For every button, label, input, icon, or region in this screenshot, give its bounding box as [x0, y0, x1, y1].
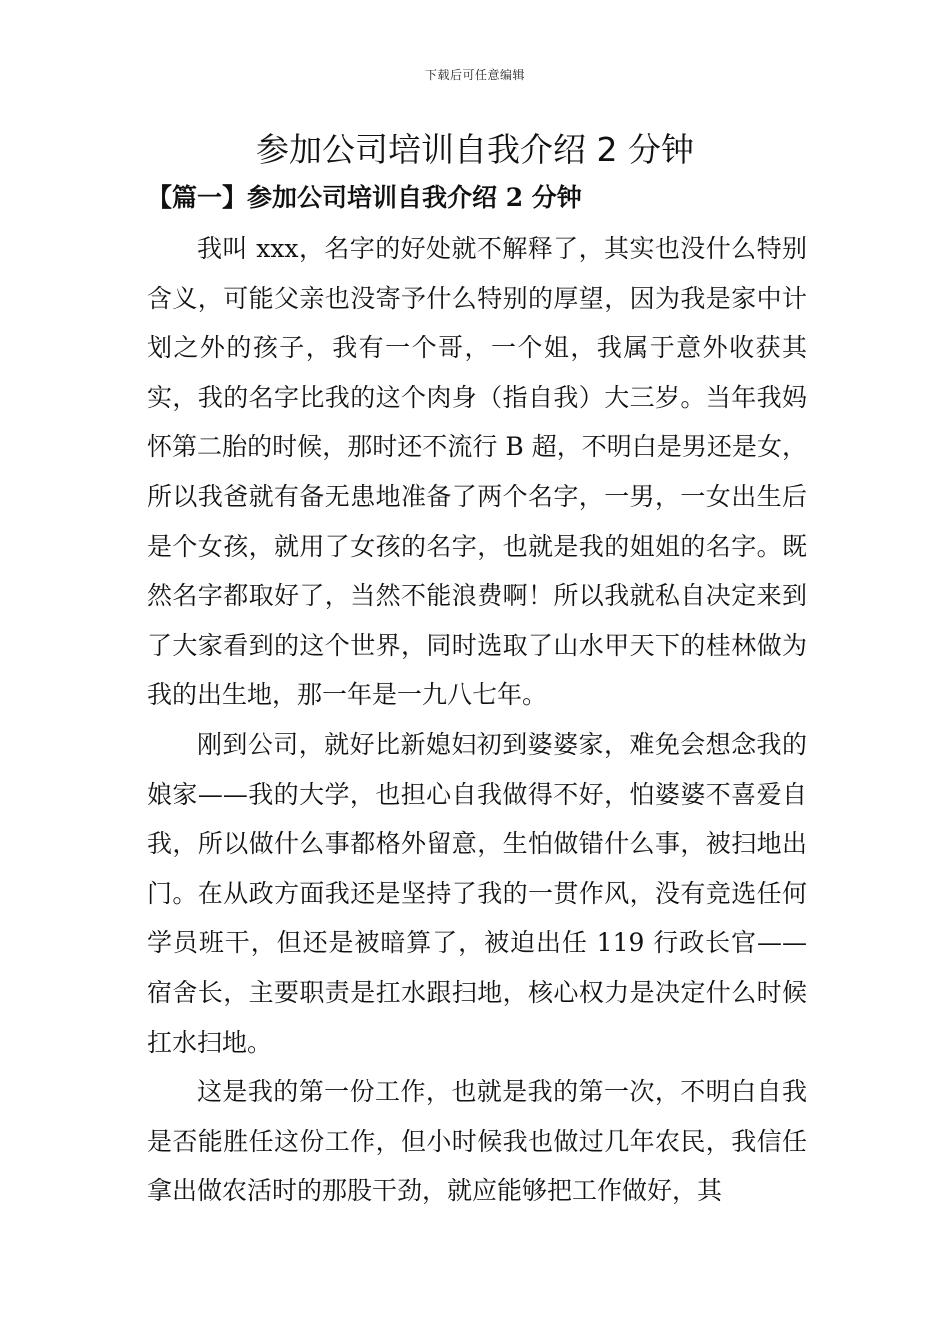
paragraph-3: 这是我的第一份工作，也就是我的第一次，不明白自我是否能胜任这份工作，但小时候我也做过几年农民，我信任拿出做农活时的那股干劲，就应能够把工作做好，其 — [147, 1077, 807, 1206]
document-body — [147, 224, 807, 1216]
paragraph-2: 刚到公司，就好比新媳妇初到婆婆家，难免会想念我的娘家——我的大学，也担心自我做得不好，怕婆婆不喜爱自我，所以做什么事都格外留意，生怕做错什么事，被扫地出门。在从政方面我还是坚持了我的一贯作风，没有竞选任何学员班干，但还是被暗算了，被迫出任 119 行政长官——宿舍长，主要职责是扛水跟扫地，核心权力是决定什么时候扛水扫地。 — [147, 729, 807, 1057]
section-heading: 【篇一】参加公司培训自我介绍 2 分钟 — [147, 183, 582, 212]
paragraph-1: 我叫 xxx，名字的好处就不解释了，其实也没什么特别含义，可能父亲也没寄予什么特别的厚望，因为我是家中计划之外的孩子，我有一个哥，一个姐，我属于意外收获其实，我的名字比我的这个肉身（指自我）大三岁。当年我妈怀第二胎的时候，那时还不流行 B 超，不明白是男还是女，所以我爸就有备无患地准备了两个名字，一男，一女出生后是个女孩，就用了女孩的名字，也就是我的姐姐的名字。既然名字都取好了，当然不能浪费啊！所以我就私自决定来到了大家看到的这个世界，同时选取了山水甲天下的桂林做为我的出生地，那一年是一九八七年。 — [147, 234, 807, 710]
document-title: 参加公司培训自我介绍 2 分钟 — [256, 130, 694, 169]
header-note: 下载后可任意编辑 — [424, 68, 525, 82]
